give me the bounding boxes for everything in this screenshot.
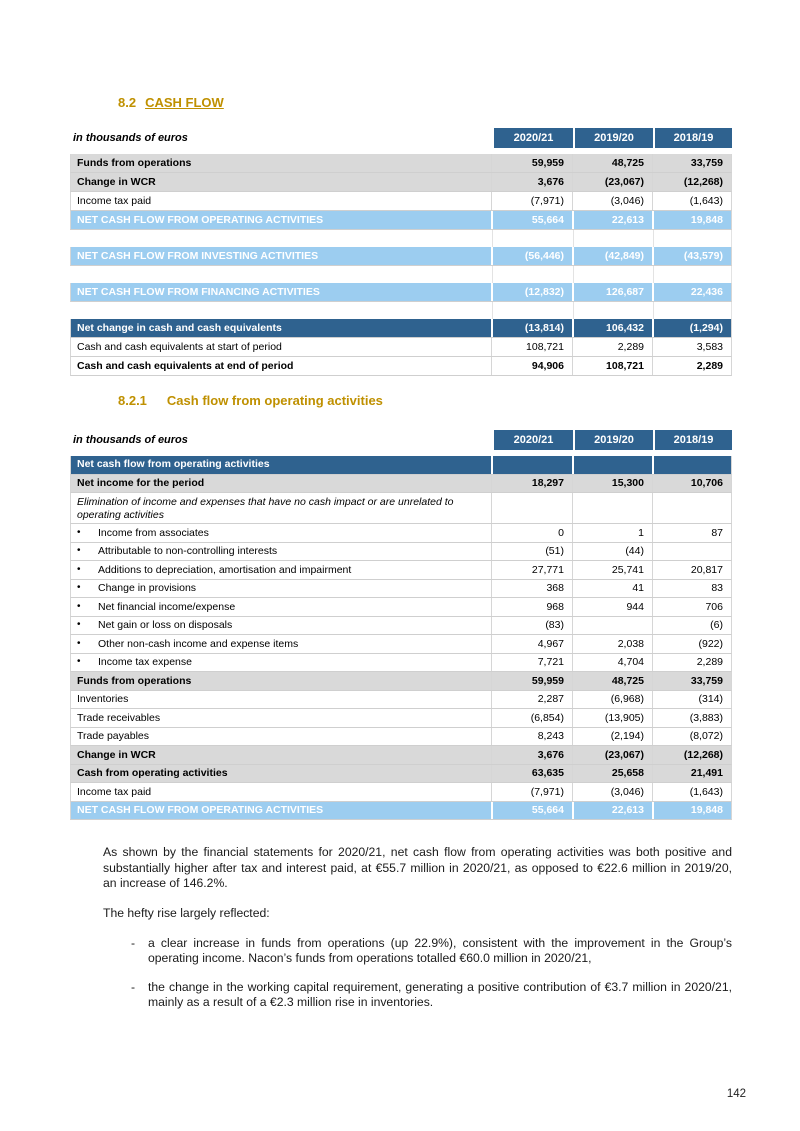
cell-value: 2,289 (652, 357, 731, 375)
operating-activities-table (70, 430, 732, 820)
table-row (70, 338, 732, 357)
row-label-text: Attributable to non-controlling interests (98, 545, 278, 558)
row-label: Cash and cash equivalents at start of period (77, 340, 282, 353)
cell-value: (13,814) (491, 319, 572, 337)
cell-value (652, 456, 731, 474)
cell-value: 19,848 (652, 802, 731, 820)
row-label: Trade receivables (77, 711, 161, 724)
row-label: NET CASH FLOW FROM OPERATING ACTIVITIES (77, 213, 324, 226)
column-header: 2019/20 (573, 128, 653, 148)
bullet-icon: • (77, 600, 81, 612)
list-item (103, 936, 732, 967)
table-row (70, 672, 732, 691)
table-row (70, 728, 732, 747)
cell-value: 22,436 (652, 283, 731, 301)
cell-value: 48,725 (572, 672, 652, 690)
table-row (70, 654, 732, 673)
cell-value: 21,491 (652, 765, 731, 783)
cell-value (573, 230, 653, 247)
bullet-icon: • (77, 526, 81, 538)
cell-value: (3,046) (572, 192, 652, 210)
table-row (70, 543, 732, 562)
dash-bullet-icon: - (131, 935, 136, 950)
cell-value (652, 493, 731, 523)
section-title: CASH FLOW (145, 95, 224, 110)
cell-value: (7,971) (491, 192, 572, 210)
list-item-text: the change in the working capital requirement, generating a positive contribution of €3.7 million in 2020/21, mainly as a result of a €2.3 million rise in inventories. (148, 979, 732, 1010)
row-label: Net income for the period (77, 476, 205, 489)
cell-value: (314) (652, 691, 731, 709)
cell-value: (23,067) (572, 746, 652, 764)
table-row (70, 524, 732, 543)
table-row (70, 598, 732, 617)
paragraph: As shown by the financial statements for 2020/21, net cash flow from operating activities was both positive and substantially higher after tax and interest paid, at €55.7 million in 2020/21, as opposed to €22.6 million in 2019/20, an increase of 146.2%. (103, 845, 732, 891)
list-item (103, 980, 732, 1011)
row-label: Elimination of income and expenses that have no cash impact or are unrelated to operating activities (77, 496, 454, 521)
row-label-text: Income from associates (98, 526, 209, 539)
cell-value: 8,243 (491, 728, 572, 746)
row-label: Inventories (77, 693, 129, 706)
cell-value (653, 230, 732, 247)
cell-value: 41 (572, 580, 652, 598)
row-label-text: Net gain or loss on disposals (98, 619, 233, 632)
cell-value: (56,446) (491, 247, 572, 265)
cell-value (652, 543, 731, 561)
cell-value: (922) (652, 635, 731, 653)
cell-value: (6) (652, 617, 731, 635)
column-header: 2019/20 (573, 430, 653, 450)
row-label: Net change in cash and cash equivalents (77, 321, 282, 334)
cell-value: (44) (572, 543, 652, 561)
cell-value: 968 (491, 598, 572, 616)
row-label (71, 543, 491, 561)
row-label (71, 635, 491, 653)
cell-value: (12,832) (491, 283, 572, 301)
row-label (71, 598, 491, 616)
table-row (70, 173, 732, 192)
bullet-icon: • (77, 619, 81, 631)
subsection-number: 8.2.1 (118, 393, 147, 408)
cell-value: 18,297 (491, 475, 572, 493)
row-label: Income tax paid (77, 785, 152, 798)
cell-value: (51) (491, 543, 572, 561)
row-label (70, 302, 492, 319)
list-item-text: a clear increase in funds from operations (up 22.9%), consistent with the improvement in the Group’s operating income. Nacon’s funds from operations totalled €60.0 million in 2020/21, (148, 935, 732, 966)
row-label: NET CASH FLOW FROM OPERATING ACTIVITIES (77, 804, 324, 817)
table-header-row (70, 430, 732, 450)
row-label: Income tax paid (77, 194, 152, 207)
row-label: Funds from operations (77, 156, 192, 169)
cell-value: 55,664 (491, 211, 572, 229)
table-row (70, 493, 732, 524)
table-row (70, 230, 732, 247)
cell-value: 63,635 (491, 765, 572, 783)
cell-value (491, 456, 572, 474)
cell-value: 55,664 (491, 802, 572, 820)
row-label: Change in WCR (77, 175, 156, 188)
cell-value: 19,848 (652, 211, 731, 229)
cell-value (572, 456, 652, 474)
cash-flow-summary-table (70, 128, 732, 376)
row-label: Net cash flow from operating activities (77, 458, 270, 471)
cell-value: (13,905) (572, 709, 652, 727)
paragraph: The hefty rise largely reflected: (103, 905, 270, 920)
table-row (70, 266, 732, 283)
cell-value: (1,643) (652, 783, 731, 801)
row-label: Cash from operating activities (77, 767, 228, 780)
table-row (70, 302, 732, 319)
column-header: 2018/19 (653, 128, 732, 148)
cell-value: 33,759 (652, 154, 731, 172)
cell-value: 4,967 (491, 635, 572, 653)
cell-value: 106,432 (572, 319, 652, 337)
cell-value: 20,817 (652, 561, 731, 579)
cell-value: (7,971) (491, 783, 572, 801)
table-row (70, 709, 732, 728)
cell-value: (6,854) (491, 709, 572, 727)
cell-value: 1 (572, 524, 652, 542)
bullet-icon: • (77, 637, 81, 649)
table-row (70, 357, 732, 376)
cell-value (492, 266, 573, 283)
cell-value: 87 (652, 524, 731, 542)
cell-value (572, 617, 652, 635)
dash-bullet-icon: - (131, 979, 136, 994)
section-number: 8.2 (118, 95, 137, 110)
cell-value: 15,300 (572, 475, 652, 493)
row-label: Trade payables (77, 730, 149, 743)
table-row (70, 247, 732, 266)
table-row (70, 283, 732, 302)
cell-value: (12,268) (652, 746, 731, 764)
cell-value: 108,721 (572, 357, 652, 375)
cell-value (573, 266, 653, 283)
cell-value: 7,721 (491, 654, 572, 672)
cell-value (492, 302, 573, 319)
column-header: 2020/21 (492, 430, 573, 450)
cell-value: 94,906 (491, 357, 572, 375)
cell-value (653, 302, 732, 319)
cell-value: (6,968) (572, 691, 652, 709)
row-label (70, 230, 492, 247)
cell-value: 706 (652, 598, 731, 616)
table-row (70, 746, 732, 765)
cell-value: (1,643) (652, 192, 731, 210)
cell-value: 25,741 (572, 561, 652, 579)
row-label: NET CASH FLOW FROM FINANCING ACTIVITIES (77, 285, 320, 298)
cell-value: 27,771 (491, 561, 572, 579)
cell-value: 83 (652, 580, 731, 598)
cell-value: 108,721 (491, 338, 572, 356)
table-row (70, 475, 732, 494)
row-label (71, 654, 491, 672)
row-label (71, 524, 491, 542)
cell-value: (23,067) (572, 173, 652, 191)
cell-value (653, 266, 732, 283)
row-label-text: Additions to depreciation, amortisation and impairment (98, 563, 352, 576)
table-row (70, 154, 732, 173)
table-row (70, 765, 732, 784)
cell-value: 25,658 (572, 765, 652, 783)
row-label-text: Change in provisions (98, 582, 197, 595)
bullet-icon: • (77, 582, 81, 594)
subsection-heading (118, 393, 732, 408)
row-label-text: Income tax expense (98, 656, 192, 669)
cell-value: (83) (491, 617, 572, 635)
table-header-row (70, 128, 732, 148)
row-label (70, 266, 492, 283)
cell-value: 10,706 (652, 475, 731, 493)
cell-value: 368 (491, 580, 572, 598)
table-row (70, 617, 732, 636)
cell-value: (42,849) (572, 247, 652, 265)
cell-value (573, 302, 653, 319)
cell-value: (12,268) (652, 173, 731, 191)
cell-value (491, 493, 572, 523)
cell-value: 22,613 (572, 211, 652, 229)
cell-value: 4,704 (572, 654, 652, 672)
cell-value: 2,287 (491, 691, 572, 709)
table-row (70, 211, 732, 230)
row-label: Cash and cash equivalents at end of period (77, 359, 294, 372)
cell-value: (3,883) (652, 709, 731, 727)
table-row (70, 580, 732, 599)
cell-value: 3,676 (491, 173, 572, 191)
column-header: 2018/19 (653, 430, 732, 450)
cell-value: 3,676 (491, 746, 572, 764)
cell-value: (43,579) (652, 247, 731, 265)
row-label-text: Other non-cash income and expense items (98, 637, 299, 650)
cell-value: 944 (572, 598, 652, 616)
cell-value: (2,194) (572, 728, 652, 746)
cell-value: 22,613 (572, 802, 652, 820)
unit-label: in thousands of euros (73, 434, 188, 446)
table-row (70, 783, 732, 802)
row-label: Change in WCR (77, 748, 156, 761)
table-row (70, 561, 732, 580)
table-row (70, 691, 732, 710)
row-label-text: Net financial income/expense (98, 600, 236, 613)
bullet-icon: • (77, 545, 81, 557)
cell-value: 2,289 (652, 654, 731, 672)
cell-value (572, 493, 652, 523)
cell-value: 33,759 (652, 672, 731, 690)
row-label (71, 617, 491, 635)
cell-value: 0 (491, 524, 572, 542)
cell-value: 2,289 (572, 338, 652, 356)
bullet-icon: • (77, 563, 81, 575)
cell-value: 48,725 (572, 154, 652, 172)
row-label: Funds from operations (77, 674, 192, 687)
page-number: 142 (726, 1088, 746, 1100)
table-row (70, 635, 732, 654)
column-header: 2020/21 (492, 128, 573, 148)
table-row (70, 456, 732, 475)
row-label (71, 561, 491, 579)
cell-value: (3,046) (572, 783, 652, 801)
cell-value: 59,959 (491, 672, 572, 690)
body-text (103, 845, 732, 1011)
cell-value: 3,583 (652, 338, 731, 356)
row-label (71, 580, 491, 598)
unit-label: in thousands of euros (73, 132, 188, 144)
table-row (70, 192, 732, 211)
table-row (70, 802, 732, 821)
cell-value (492, 230, 573, 247)
subsection-title: Cash flow from operating activities (166, 393, 383, 408)
cell-value: 59,959 (491, 154, 572, 172)
cell-value: 2,038 (572, 635, 652, 653)
cell-value: (8,072) (652, 728, 731, 746)
section-heading (118, 95, 732, 110)
cell-value: 126,687 (572, 283, 652, 301)
cell-value: (1,294) (652, 319, 731, 337)
bullet-icon: • (77, 656, 81, 668)
table-row (70, 319, 732, 338)
row-label: NET CASH FLOW FROM INVESTING ACTIVITIES (77, 249, 319, 262)
